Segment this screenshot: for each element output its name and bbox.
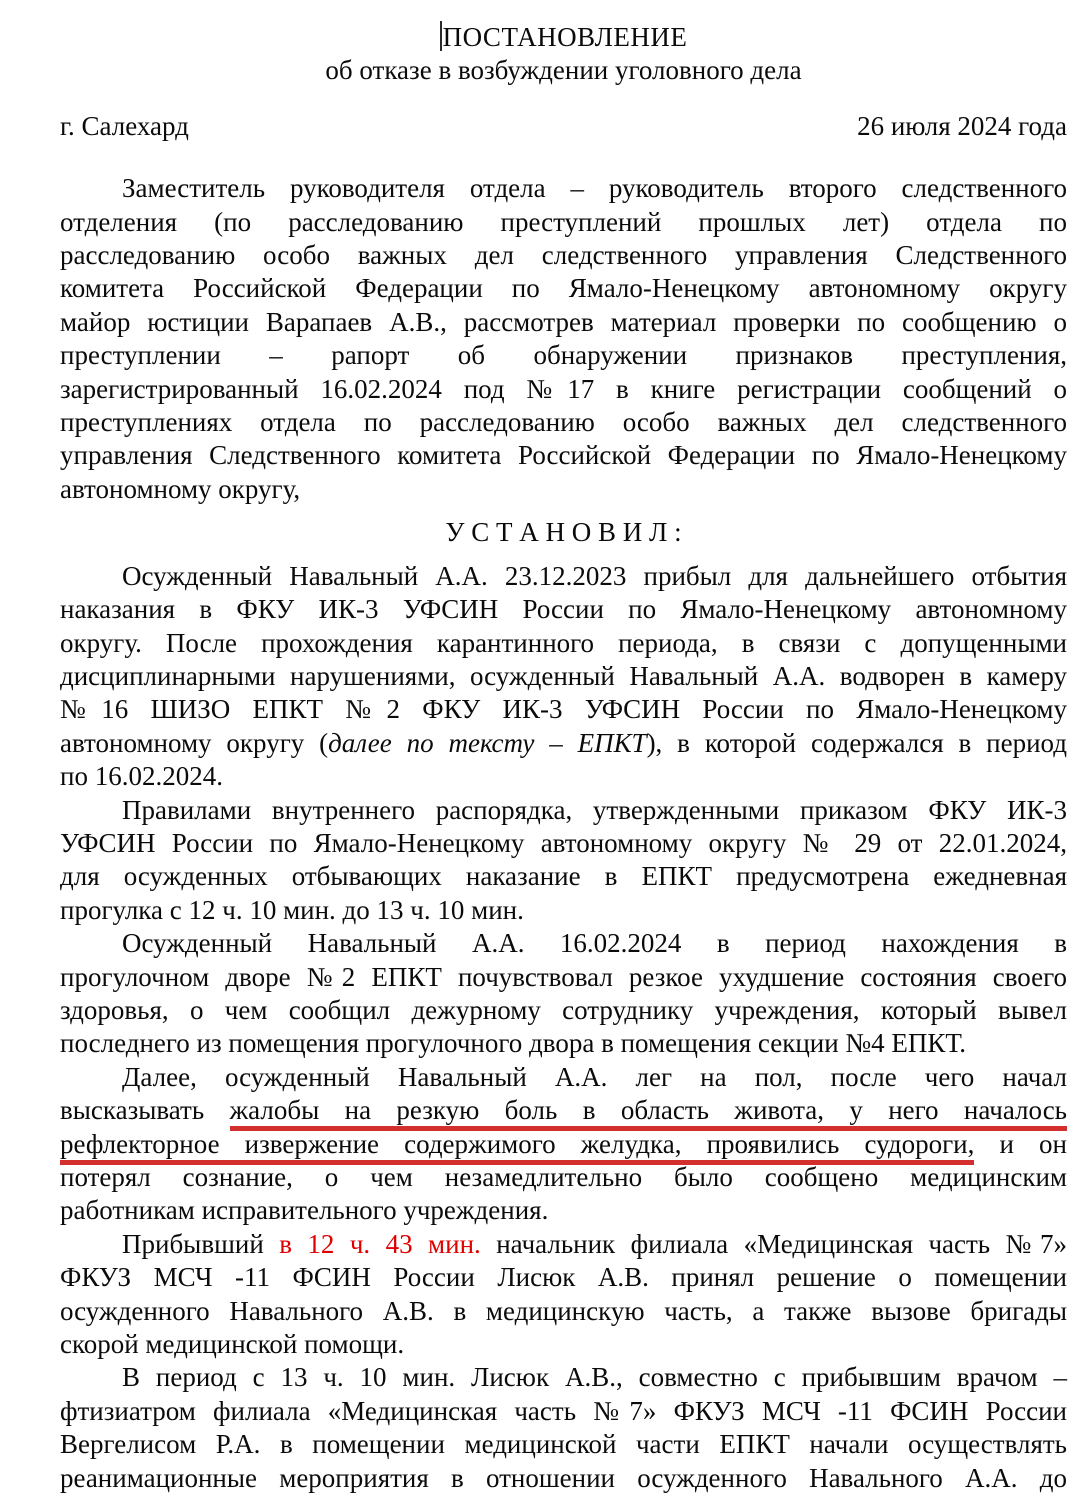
text-line — [60, 239, 1067, 272]
text-line — [60, 1027, 1067, 1060]
text-line — [60, 1194, 1067, 1227]
text-segment: Далее, осужденный Навальный А.А. лег на пол, после чего начал — [122, 1061, 1067, 1092]
text-segment: ФКУЗ МСЧ -11 ФСИН России Лисюк А.В. принял решение о помещении — [60, 1262, 1067, 1293]
text-line — [60, 406, 1067, 439]
text-segment: №16 ШИЗО ЕПКТ №2 ФКУ ИК-3 УФСИН России по Ямало-Ненецкому — [60, 694, 1067, 725]
text-segment: здоровья, о чем сообщил дежурному сотруднику учреждения, который вывел — [60, 994, 1067, 1025]
red-underlined-text: рефлекторное извержение содержимого желудка, проявились судороги, — [60, 1129, 974, 1165]
text-line — [60, 593, 1067, 626]
place-label: г. Салехард — [60, 110, 189, 141]
text-line — [60, 727, 1067, 760]
text-segment: прогулка с 12 ч. 10 мин. до 13 ч. 10 мин. — [60, 894, 524, 925]
meta-line — [60, 110, 1067, 143]
text-segment: Правилами внутреннего распорядка, утвержденными приказом ФКУ ИК-3 — [122, 794, 1067, 825]
text-line — [60, 1295, 1067, 1328]
text-segment: Осужденный Навальный А.А. 16.02.2024 в период нахождения в — [122, 928, 1067, 959]
red-underlined-text: жалобы на резкую боль в область живота, у него началось — [230, 1095, 1067, 1131]
paragraph-7 — [60, 1361, 1067, 1495]
paragraph-4 — [60, 927, 1067, 1061]
paragraphs — [60, 172, 1067, 1495]
text-segment: скорой медицинской помощи. — [60, 1329, 405, 1360]
text-segment: высказывать — [60, 1095, 230, 1126]
text-segment: округу. После прохождения карантинного периода, в связи с допущенными — [60, 627, 1067, 658]
text-line — [60, 206, 1067, 239]
text-line — [60, 860, 1067, 893]
text-segment: реанимационные мероприятия в отношении осужденного Навального А.А. до — [60, 1462, 1067, 1493]
text-segment: майор юстиции Варапаев А.В., рассмотрев материал проверки по сообщению о — [60, 306, 1067, 337]
text-line — [60, 827, 1067, 860]
text-line — [60, 172, 1067, 205]
text-line — [60, 1361, 1067, 1394]
text-line — [60, 1161, 1067, 1194]
text-segment: Вергелисом Р.А. в помещении медицинской части ЕПКТ начали осуществлять — [60, 1429, 1067, 1460]
section-heading: У С Т А Н О В И Л : — [445, 517, 682, 548]
text-segment: работникам исправительного учреждения. — [60, 1195, 549, 1226]
title-line — [60, 21, 1067, 54]
text-line — [60, 961, 1067, 994]
paragraph-1 — [60, 172, 1067, 506]
text-segment: прогулочном дворе №2 ЕПКТ почувствовал резкое ухудшение состояния своего — [60, 961, 1067, 992]
text-segment: преступлениях отдела по расследованию особо важных дел следственного — [60, 407, 1067, 438]
text-segment: начальник филиала «Медицинская часть №7» — [480, 1228, 1067, 1259]
text-segment: Заместитель руководителя отдела – руководитель второго следственного — [122, 173, 1067, 204]
paragraph-5 — [60, 1061, 1067, 1228]
text-segment: по 16.02.2024. — [60, 761, 223, 792]
text-segment: и он — [974, 1128, 1067, 1159]
text-line — [60, 439, 1067, 472]
text-line — [60, 1462, 1067, 1495]
text-segment: зарегистрированный 16.02.2024 под №17 в книге регистрации сообщений о — [60, 373, 1067, 404]
text-segment: наказания в ФКУ ИК-3 УФСИН России по Ямало-Ненецкому автономному — [60, 594, 1067, 625]
text-segment: фтизиатром филиала «Медицинская часть №7» ФКУЗ МСЧ -11 ФСИН России — [60, 1395, 1067, 1426]
text-line — [60, 760, 1067, 793]
text-line — [60, 1328, 1067, 1361]
text-segment: УФСИН России по Ямало-Ненецкому автономному округу № 29 от 22.01.2024, — [60, 827, 1067, 858]
text-line — [60, 660, 1067, 693]
text-line — [60, 272, 1067, 305]
text-line — [60, 1395, 1067, 1428]
text-segment: дисциплинарными нарушениями, осужденный Навальный А.А. водворен в камеру — [60, 660, 1067, 691]
text-segment: автономному округу, — [60, 473, 301, 504]
text-cursor — [440, 21, 442, 51]
text-line — [60, 1061, 1067, 1094]
paragraph-2 — [60, 560, 1067, 794]
text-segment: Осужденный Навальный А.А. 23.12.2023 прибыл для дальнейшего отбытия — [122, 560, 1067, 591]
text-segment: последнего из помещения прогулочного двора в помещения секции №4 ЕПКТ. — [60, 1028, 966, 1059]
document-subtitle: об отказе в возбуждении уголовного дела — [325, 55, 802, 86]
text-line — [60, 560, 1067, 593]
text-line — [60, 1094, 1067, 1127]
text-segment: отделения (по расследованию преступлений прошлых лет) отдела по — [60, 206, 1067, 237]
text-segment: осужденного Навального А.В. в медицинскую часть, а также вызове бригады — [60, 1295, 1067, 1326]
text-segment: Прибывший — [122, 1228, 280, 1259]
date-label: 26 июля 2024 года — [857, 110, 1067, 141]
text-segment: ), в которой содержался в период — [646, 727, 1068, 758]
text-line — [60, 306, 1067, 339]
paragraph-6 — [60, 1228, 1067, 1362]
text-line — [60, 1228, 1067, 1261]
text-segment: преступлении – рапорт об обнаружении признаков преступления, — [60, 340, 1067, 371]
text-line — [60, 693, 1067, 726]
text-line — [60, 1428, 1067, 1461]
text-segment: В период с 13 ч. 10 мин. Лисюк А.В., совместно с прибывшим врачом – — [122, 1362, 1067, 1393]
italic-text: далее по тексту – ЕПКТ — [328, 727, 647, 758]
text-segment: расследованию особо важных дел следственного управления Следственного — [60, 240, 1067, 271]
text-line — [60, 894, 1067, 927]
text-line — [60, 994, 1067, 1027]
text-line — [60, 794, 1067, 827]
text-line — [60, 339, 1067, 372]
text-line — [60, 627, 1067, 660]
document-title: ПОСТАНОВЛЕНИЕ — [442, 22, 688, 52]
red-time-text: в 12 ч. 43 мин. — [279, 1228, 481, 1259]
text-segment: автономному округу ( — [60, 727, 329, 758]
text-segment: для осужденных отбывающих наказание в ЕПКТ предусмотрена ежедневная — [60, 861, 1067, 892]
text-line — [60, 927, 1067, 960]
document-content — [60, 0, 1067, 1495]
text-line — [60, 373, 1067, 406]
text-line — [60, 1261, 1067, 1294]
text-line — [60, 473, 1067, 506]
paragraph-3 — [60, 794, 1067, 928]
text-segment: управления Следственного комитета Российской Федерации по Ямало-Ненецкому — [60, 440, 1067, 471]
text-line — [60, 1128, 1067, 1161]
text-segment: комитета Российской Федерации по Ямало-Ненецкому автономному округу — [60, 273, 1067, 304]
text-segment: потерял сознание, о чем незамедлительно было сообщено медицинским — [60, 1162, 1067, 1192]
